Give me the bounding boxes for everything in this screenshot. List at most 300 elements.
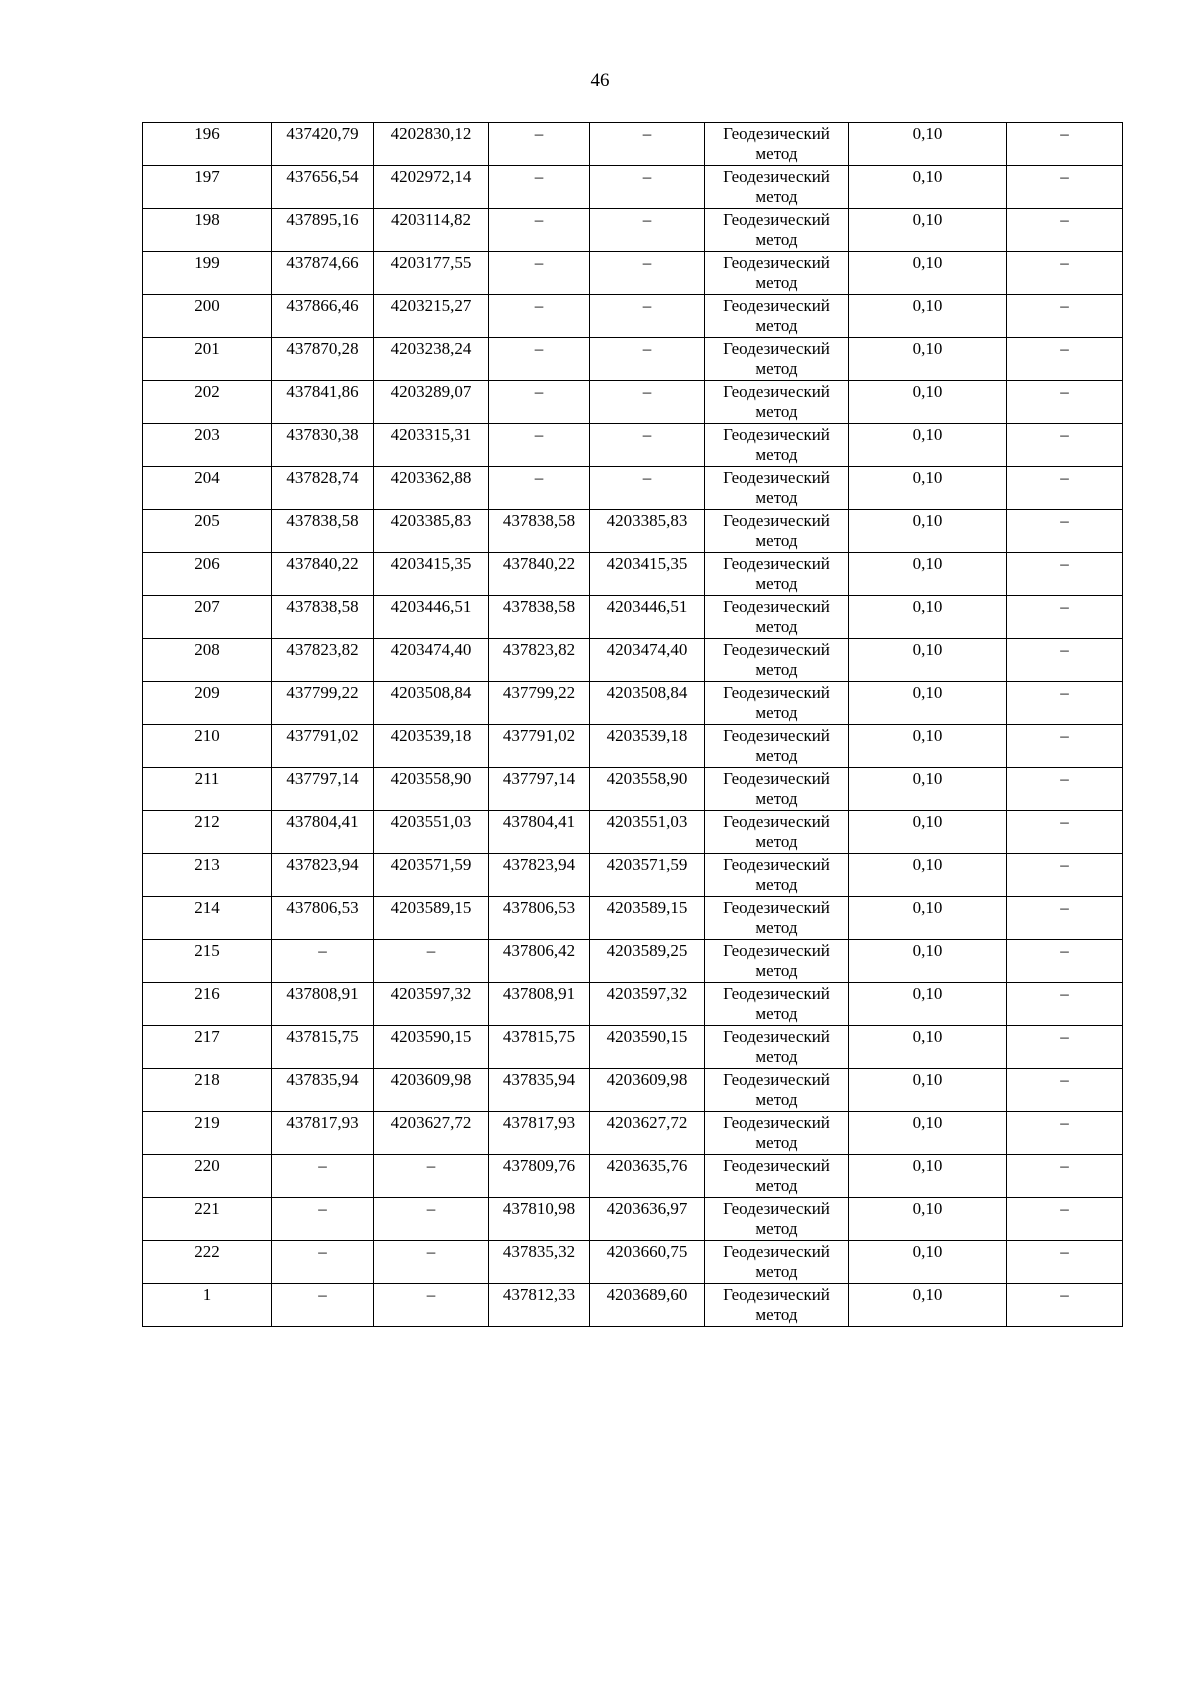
description-cell: [1007, 123, 1123, 166]
cell-text: –: [534, 253, 544, 272]
new-x-cell: [489, 940, 590, 983]
cell-text: 437815,75: [502, 1027, 576, 1046]
cell-text: –: [318, 1156, 327, 1175]
cell-text: –: [1060, 339, 1069, 358]
cell-text: 0,10: [912, 382, 943, 401]
new-x-cell: [489, 725, 590, 768]
point-number-cell: [143, 639, 272, 682]
table-row: [143, 1241, 1123, 1284]
existing-x-cell: [272, 209, 374, 252]
point-number-cell: [143, 553, 272, 596]
cell-text: –: [1060, 124, 1069, 143]
cell-text: Геодезический метод: [723, 382, 830, 421]
table-row: [143, 166, 1123, 209]
new-x-cell: [489, 381, 590, 424]
table-row: [143, 596, 1123, 639]
cell-text: 216: [194, 984, 220, 1003]
cell-text: –: [426, 1199, 436, 1218]
cell-text: 220: [194, 1156, 220, 1175]
cell-text: –: [1060, 1070, 1069, 1089]
cell-text: 437806,53: [502, 898, 576, 917]
method-cell: [705, 424, 849, 467]
cell-text: Геодезический метод: [723, 1156, 830, 1195]
description-cell: [1007, 338, 1123, 381]
existing-x-cell: [272, 682, 374, 725]
new-y-cell: [590, 1026, 705, 1069]
method-cell: [705, 768, 849, 811]
existing-y-cell: [374, 1284, 489, 1327]
new-y-cell: [590, 295, 705, 338]
new-y-cell: [590, 682, 705, 725]
existing-x-cell: [272, 1198, 374, 1241]
accuracy-cell: [849, 295, 1007, 338]
accuracy-cell: [849, 768, 1007, 811]
cell-text: Геодезический метод: [723, 1027, 830, 1066]
table-row: [143, 811, 1123, 854]
existing-x-cell: [272, 424, 374, 467]
cell-text: –: [642, 124, 652, 143]
cell-text: –: [1060, 683, 1069, 702]
cell-text: Геодезический метод: [723, 1070, 830, 1109]
new-y-cell: [590, 1284, 705, 1327]
cell-text: 4203589,25: [606, 941, 688, 960]
existing-y-cell: [374, 1026, 489, 1069]
cell-text: 437838,58: [286, 597, 359, 616]
cell-text: –: [642, 339, 652, 358]
cell-text: –: [318, 1285, 327, 1304]
cell-text: 0,10: [912, 1113, 943, 1132]
cell-text: –: [426, 1242, 436, 1261]
cell-text: –: [1060, 554, 1069, 573]
description-cell: [1007, 854, 1123, 897]
cell-text: Геодезический метод: [723, 124, 830, 163]
cell-text: 4203215,27: [390, 296, 472, 315]
accuracy-cell: [849, 897, 1007, 940]
new-x-cell: [489, 467, 590, 510]
cell-text: 0,10: [912, 1285, 943, 1304]
table-row: [143, 1198, 1123, 1241]
cell-text: –: [1060, 1199, 1069, 1218]
cell-text: 214: [194, 898, 220, 917]
new-y-cell: [590, 983, 705, 1026]
cell-text: 437841,86: [286, 382, 359, 401]
cell-text: 222: [194, 1242, 220, 1261]
cell-text: 212: [194, 812, 220, 831]
table-row: [143, 725, 1123, 768]
accuracy-cell: [849, 1198, 1007, 1241]
point-number-cell: [143, 811, 272, 854]
table-row: [143, 1112, 1123, 1155]
cell-text: 4203474,40: [390, 640, 472, 659]
cell-text: 206: [194, 554, 220, 573]
accuracy-cell: [849, 1026, 1007, 1069]
cell-text: –: [534, 468, 544, 487]
existing-x-cell: [272, 983, 374, 1026]
existing-y-cell: [374, 123, 489, 166]
new-y-cell: [590, 252, 705, 295]
point-number-cell: [143, 295, 272, 338]
accuracy-cell: [849, 252, 1007, 295]
method-cell: [705, 467, 849, 510]
cell-text: 437895,16: [286, 210, 359, 229]
method-cell: [705, 1112, 849, 1155]
cell-text: 4203660,75: [606, 1242, 688, 1261]
cell-text: 437799,22: [286, 683, 359, 702]
cell-text: 221: [194, 1199, 220, 1218]
description-cell: [1007, 768, 1123, 811]
point-number-cell: [143, 1155, 272, 1198]
cell-text: 437797,14: [502, 769, 576, 788]
cell-text: –: [1060, 382, 1069, 401]
cell-text: 0,10: [912, 855, 943, 874]
new-y-cell: [590, 381, 705, 424]
table-row: [143, 510, 1123, 553]
accuracy-cell: [849, 553, 1007, 596]
description-cell: [1007, 682, 1123, 725]
existing-y-cell: [374, 897, 489, 940]
cell-text: 437874,66: [286, 253, 359, 272]
existing-x-cell: [272, 295, 374, 338]
cell-text: Геодезический метод: [723, 554, 830, 593]
cell-text: 437806,53: [286, 898, 359, 917]
table-row: [143, 553, 1123, 596]
cell-text: 0,10: [912, 210, 943, 229]
cell-text: –: [1060, 640, 1069, 659]
cell-text: –: [534, 425, 544, 444]
table-row: [143, 854, 1123, 897]
description-cell: [1007, 1112, 1123, 1155]
new-y-cell: [590, 209, 705, 252]
cell-text: –: [1060, 769, 1069, 788]
accuracy-cell: [849, 983, 1007, 1026]
table-row: [143, 467, 1123, 510]
cell-text: –: [534, 167, 544, 186]
cell-text: 0,10: [912, 468, 943, 487]
method-cell: [705, 983, 849, 1026]
cell-text: Геодезический метод: [723, 941, 830, 980]
method-cell: [705, 252, 849, 295]
new-y-cell: [590, 1069, 705, 1112]
new-y-cell: [590, 1198, 705, 1241]
cell-text: 437838,58: [502, 597, 576, 616]
cell-text: –: [426, 941, 436, 960]
accuracy-cell: [849, 1155, 1007, 1198]
new-x-cell: [489, 854, 590, 897]
new-y-cell: [590, 897, 705, 940]
existing-y-cell: [374, 252, 489, 295]
method-cell: [705, 295, 849, 338]
new-x-cell: [489, 1069, 590, 1112]
cell-text: 4203362,88: [390, 468, 472, 487]
existing-x-cell: [272, 381, 374, 424]
cell-text: 0,10: [912, 597, 943, 616]
cell-text: –: [642, 425, 652, 444]
cell-text: 201: [194, 339, 220, 358]
cell-text: 4203508,84: [390, 683, 472, 702]
new-x-cell: [489, 1112, 590, 1155]
cell-text: 4203571,59: [390, 855, 472, 874]
new-x-cell: [489, 897, 590, 940]
accuracy-cell: [849, 510, 1007, 553]
cell-text: –: [1060, 210, 1069, 229]
cell-text: 4203589,15: [390, 898, 472, 917]
cell-text: –: [426, 1285, 436, 1304]
cell-text: 4203114,82: [390, 210, 472, 229]
existing-x-cell: [272, 338, 374, 381]
coordinates-table: [142, 122, 1123, 1327]
cell-text: 196: [194, 124, 220, 143]
cell-text: –: [1060, 468, 1069, 487]
new-y-cell: [590, 467, 705, 510]
cell-text: Геодезический метод: [723, 1113, 830, 1152]
table-row: [143, 768, 1123, 811]
existing-y-cell: [374, 1198, 489, 1241]
cell-text: 4203689,60: [606, 1285, 688, 1304]
point-number-cell: [143, 467, 272, 510]
cell-text: Геодезический метод: [723, 1199, 830, 1238]
accuracy-cell: [849, 123, 1007, 166]
description-cell: [1007, 639, 1123, 682]
cell-text: 437823,94: [286, 855, 359, 874]
point-number-cell: [143, 1112, 272, 1155]
cell-text: 0,10: [912, 1156, 943, 1175]
cell-text: –: [1060, 812, 1069, 831]
point-number-cell: [143, 123, 272, 166]
new-y-cell: [590, 510, 705, 553]
cell-text: 200: [194, 296, 220, 315]
existing-y-cell: [374, 338, 489, 381]
cell-text: –: [1060, 296, 1069, 315]
cell-text: 437656,54: [286, 167, 359, 186]
point-number-cell: [143, 983, 272, 1026]
existing-x-cell: [272, 1241, 374, 1284]
new-x-cell: [489, 553, 590, 596]
cell-text: 437797,14: [286, 769, 359, 788]
cell-text: –: [642, 296, 652, 315]
point-number-cell: [143, 682, 272, 725]
cell-text: 209: [194, 683, 220, 702]
cell-text: 4203609,98: [390, 1070, 472, 1089]
cell-text: Геодезический метод: [723, 1242, 830, 1281]
cell-text: Геодезический метод: [723, 683, 830, 722]
cell-text: 437823,94: [502, 855, 576, 874]
new-y-cell: [590, 768, 705, 811]
cell-text: 197: [194, 167, 220, 186]
new-x-cell: [489, 510, 590, 553]
method-cell: [705, 338, 849, 381]
cell-text: 215: [194, 941, 220, 960]
method-cell: [705, 854, 849, 897]
existing-y-cell: [374, 983, 489, 1026]
cell-text: 0,10: [912, 1242, 943, 1261]
existing-y-cell: [374, 553, 489, 596]
cell-text: –: [534, 339, 544, 358]
cell-text: –: [642, 210, 652, 229]
cell-text: 437815,75: [286, 1027, 359, 1046]
cell-text: Геодезический метод: [723, 597, 830, 636]
description-cell: [1007, 467, 1123, 510]
new-x-cell: [489, 682, 590, 725]
cell-text: Геодезический метод: [723, 769, 830, 808]
existing-y-cell: [374, 424, 489, 467]
cell-text: 4203551,03: [390, 812, 472, 831]
new-y-cell: [590, 1241, 705, 1284]
cell-text: –: [1060, 855, 1069, 874]
table-row: [143, 1026, 1123, 1069]
existing-x-cell: [272, 252, 374, 295]
cell-text: –: [1060, 941, 1069, 960]
cell-text: 204: [194, 468, 220, 487]
cell-text: –: [1060, 898, 1069, 917]
cell-text: 0,10: [912, 124, 943, 143]
description-cell: [1007, 811, 1123, 854]
new-x-cell: [489, 983, 590, 1026]
new-x-cell: [489, 639, 590, 682]
cell-text: 4203289,07: [390, 382, 472, 401]
existing-y-cell: [374, 1155, 489, 1198]
existing-x-cell: [272, 897, 374, 940]
cell-text: 210: [194, 726, 220, 745]
table-row: [143, 1069, 1123, 1112]
cell-text: 0,10: [912, 941, 943, 960]
cell-text: 4203597,32: [606, 984, 688, 1003]
cell-text: –: [318, 1242, 327, 1261]
cell-text: 437866,46: [286, 296, 359, 315]
cell-text: Геодезический метод: [723, 640, 830, 679]
description-cell: [1007, 1284, 1123, 1327]
cell-text: Геодезический метод: [723, 210, 830, 249]
cell-text: 0,10: [912, 984, 943, 1003]
accuracy-cell: [849, 725, 1007, 768]
existing-y-cell: [374, 854, 489, 897]
cell-text: 4203446,51: [390, 597, 472, 616]
table-row: [143, 123, 1123, 166]
new-y-cell: [590, 338, 705, 381]
cell-text: 437830,38: [286, 425, 359, 444]
existing-x-cell: [272, 811, 374, 854]
existing-y-cell: [374, 725, 489, 768]
accuracy-cell: [849, 682, 1007, 725]
existing-y-cell: [374, 596, 489, 639]
description-cell: [1007, 252, 1123, 295]
cell-text: 437812,33: [502, 1285, 576, 1304]
existing-y-cell: [374, 639, 489, 682]
cell-text: –: [1060, 253, 1069, 272]
existing-y-cell: [374, 467, 489, 510]
new-x-cell: [489, 424, 590, 467]
existing-y-cell: [374, 510, 489, 553]
accuracy-cell: [849, 1284, 1007, 1327]
cell-text: 0,10: [912, 812, 943, 831]
existing-x-cell: [272, 510, 374, 553]
description-cell: [1007, 1155, 1123, 1198]
cell-text: –: [1060, 1285, 1069, 1304]
point-number-cell: [143, 338, 272, 381]
cell-text: 4203635,76: [606, 1156, 688, 1175]
cell-text: 437835,94: [286, 1070, 359, 1089]
description-cell: [1007, 1069, 1123, 1112]
cell-text: 4203539,18: [606, 726, 688, 745]
cell-text: Геодезический метод: [723, 253, 830, 292]
table-row: [143, 940, 1123, 983]
method-cell: [705, 596, 849, 639]
cell-text: 217: [194, 1027, 220, 1046]
existing-y-cell: [374, 811, 489, 854]
cell-text: –: [642, 382, 652, 401]
table-row: [143, 424, 1123, 467]
table-row: [143, 1155, 1123, 1198]
existing-x-cell: [272, 553, 374, 596]
description-cell: [1007, 424, 1123, 467]
cell-text: 0,10: [912, 640, 943, 659]
cell-text: –: [318, 1199, 327, 1218]
point-number-cell: [143, 424, 272, 467]
cell-text: 437804,41: [286, 812, 359, 831]
description-cell: [1007, 209, 1123, 252]
cell-text: 0,10: [912, 339, 943, 358]
cell-text: –: [1060, 1156, 1069, 1175]
cell-text: 4203385,83: [606, 511, 688, 530]
description-cell: [1007, 295, 1123, 338]
cell-text: –: [1060, 425, 1069, 444]
new-y-cell: [590, 596, 705, 639]
existing-x-cell: [272, 1026, 374, 1069]
new-x-cell: [489, 1241, 590, 1284]
point-number-cell: [143, 854, 272, 897]
new-x-cell: [489, 123, 590, 166]
table-row: [143, 1284, 1123, 1327]
cell-text: 437791,02: [502, 726, 576, 745]
cell-text: 4203415,35: [606, 554, 688, 573]
method-cell: [705, 209, 849, 252]
cell-text: Геодезический метод: [723, 726, 830, 765]
existing-x-cell: [272, 1155, 374, 1198]
cell-text: 0,10: [912, 167, 943, 186]
table-row: [143, 295, 1123, 338]
cell-text: 437817,93: [286, 1113, 359, 1132]
cell-text: 0,10: [912, 726, 943, 745]
cell-text: 0,10: [912, 1027, 943, 1046]
cell-text: 4203177,55: [390, 253, 472, 272]
cell-text: 0,10: [912, 898, 943, 917]
accuracy-cell: [849, 854, 1007, 897]
cell-text: –: [534, 210, 544, 229]
method-cell: [705, 553, 849, 596]
existing-x-cell: [272, 596, 374, 639]
point-number-cell: [143, 1026, 272, 1069]
cell-text: 437804,41: [502, 812, 576, 831]
description-cell: [1007, 553, 1123, 596]
table-row: [143, 338, 1123, 381]
existing-x-cell: [272, 123, 374, 166]
cell-text: 437823,82: [286, 640, 359, 659]
point-number-cell: [143, 897, 272, 940]
accuracy-cell: [849, 166, 1007, 209]
accuracy-cell: [849, 1069, 1007, 1112]
table-row: [143, 252, 1123, 295]
cell-text: –: [1060, 1113, 1069, 1132]
cell-text: –: [318, 941, 327, 960]
new-y-cell: [590, 123, 705, 166]
description-cell: [1007, 510, 1123, 553]
existing-y-cell: [374, 1241, 489, 1284]
accuracy-cell: [849, 209, 1007, 252]
method-cell: [705, 381, 849, 424]
method-cell: [705, 1198, 849, 1241]
existing-x-cell: [272, 940, 374, 983]
existing-y-cell: [374, 166, 489, 209]
cell-text: 437823,82: [502, 640, 576, 659]
